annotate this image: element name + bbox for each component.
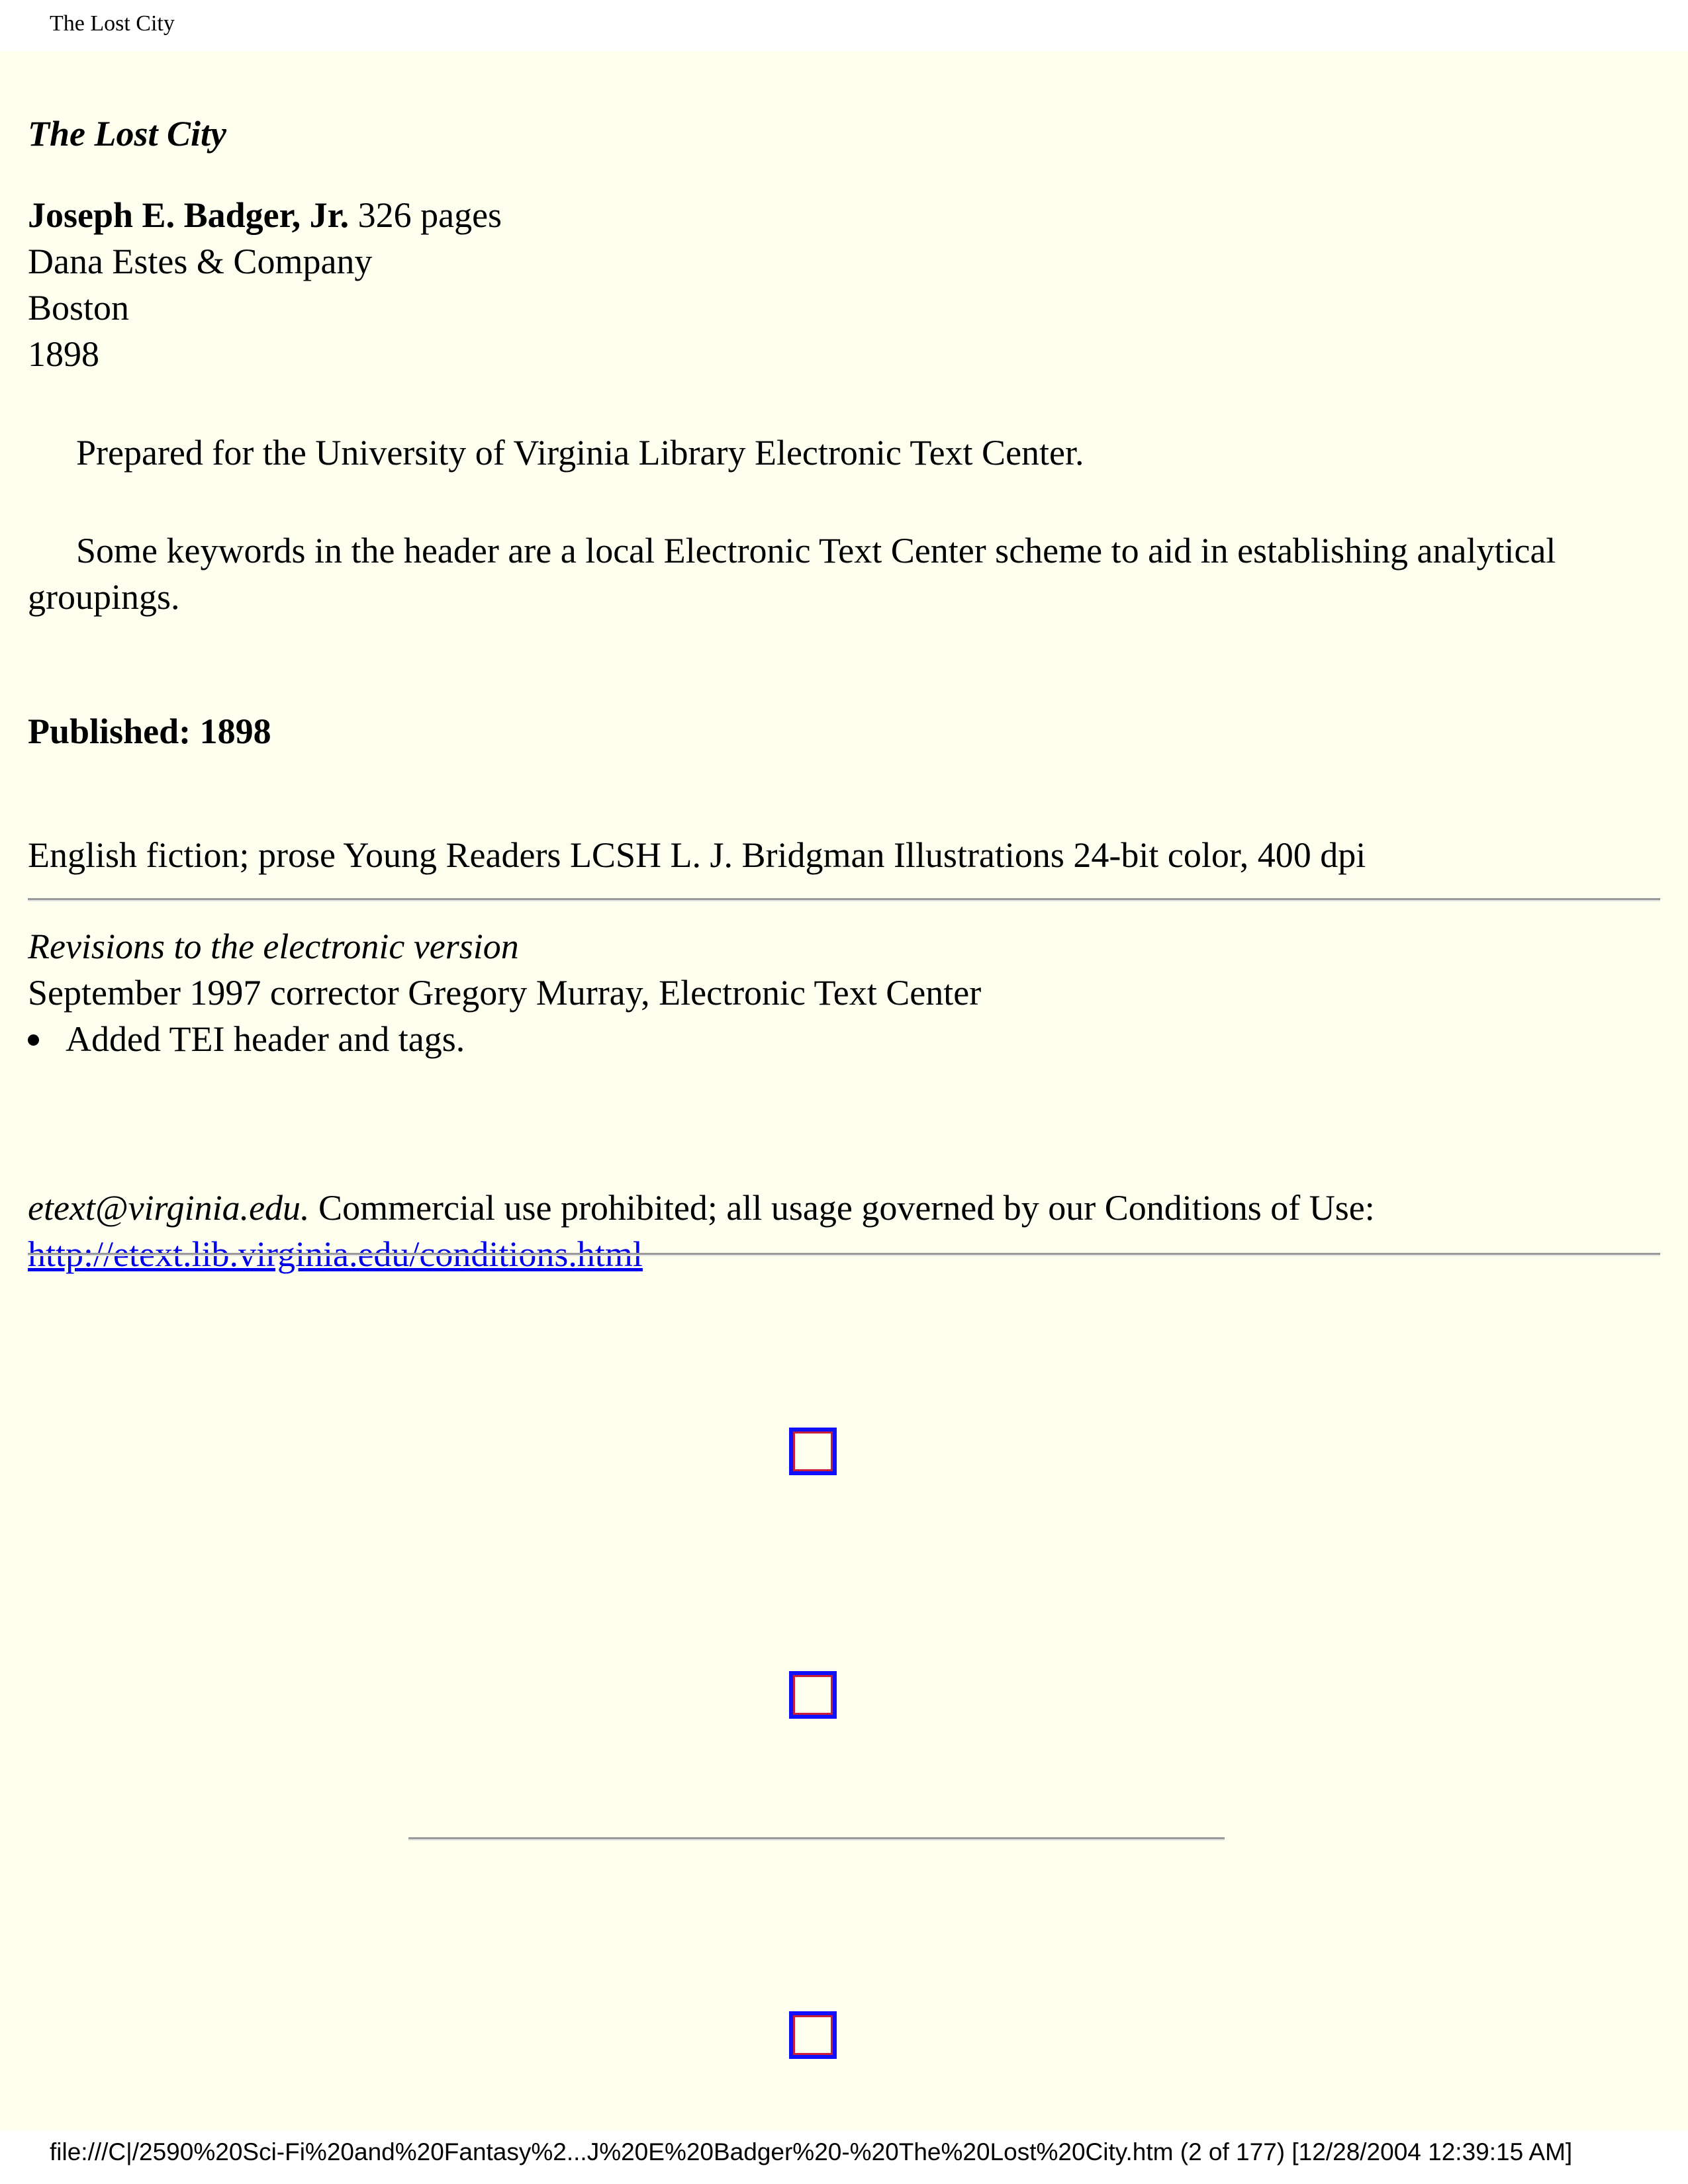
print-footer: file:///C|/2590%20Sci-Fi%20and%20Fantasy%2...J%20E%20Badger%20-%20The%20Lost%20City.htm (2 of 177) [12/28/2004 12:39:15 AM] bbox=[50, 2138, 1573, 2165]
revisions-heading: Revisions to the electronic version bbox=[28, 927, 519, 966]
print-header: The Lost City bbox=[50, 11, 175, 36]
bullet-icon bbox=[28, 1034, 39, 1046]
broken-image-icon[interactable] bbox=[789, 1428, 837, 1475]
prepared-note: Prepared for the University of Virginia Library Electronic Text Center. bbox=[76, 433, 1084, 473]
revisions-section bbox=[28, 923, 981, 1062]
contact-note bbox=[28, 1185, 1630, 1277]
revision-item-text: Added TEI header and tags. bbox=[66, 1019, 465, 1059]
page-count: 326 pages bbox=[357, 195, 502, 235]
conditions-link[interactable]: http://etext.lib.virginia.edu/conditions.html bbox=[28, 1234, 643, 1274]
section-divider bbox=[408, 1837, 1225, 1841]
author-name: Joseph E. Badger, Jr. bbox=[28, 195, 350, 235]
contact-email: etext@virginia.edu. bbox=[28, 1188, 310, 1228]
horizontal-rule bbox=[28, 898, 1660, 901]
classification-line: English fiction; prose Young Readers LCSH L. J. Bridgman Illustrations 24-bit color, 400 dpi bbox=[28, 835, 1366, 875]
document-page bbox=[0, 51, 1688, 2131]
book-title: The Lost City bbox=[28, 114, 226, 154]
publication-year: 1898 bbox=[28, 334, 99, 374]
horizontal-rule bbox=[28, 1253, 1660, 1256]
revision-entry: September 1997 corrector Gregory Murray, Electronic Text Center bbox=[28, 973, 982, 1013]
author-line bbox=[28, 192, 502, 238]
publication-place: Boston bbox=[28, 288, 130, 328]
broken-image-icon[interactable] bbox=[789, 1671, 837, 1719]
conditions-text: Commercial use prohibited; all usage governed by our Conditions of Use: bbox=[309, 1188, 1375, 1228]
publisher: Dana Estes & Company bbox=[28, 242, 373, 281]
keywords-note: Some keywords in the header are a local Electronic Text Center scheme to aid in establishing analytical groupings. bbox=[28, 531, 1556, 617]
broken-image-icon[interactable] bbox=[789, 2011, 837, 2059]
revision-list-item bbox=[28, 1016, 981, 1062]
bibliographic-block bbox=[28, 192, 502, 377]
published-heading: Published: 1898 bbox=[28, 711, 271, 751]
